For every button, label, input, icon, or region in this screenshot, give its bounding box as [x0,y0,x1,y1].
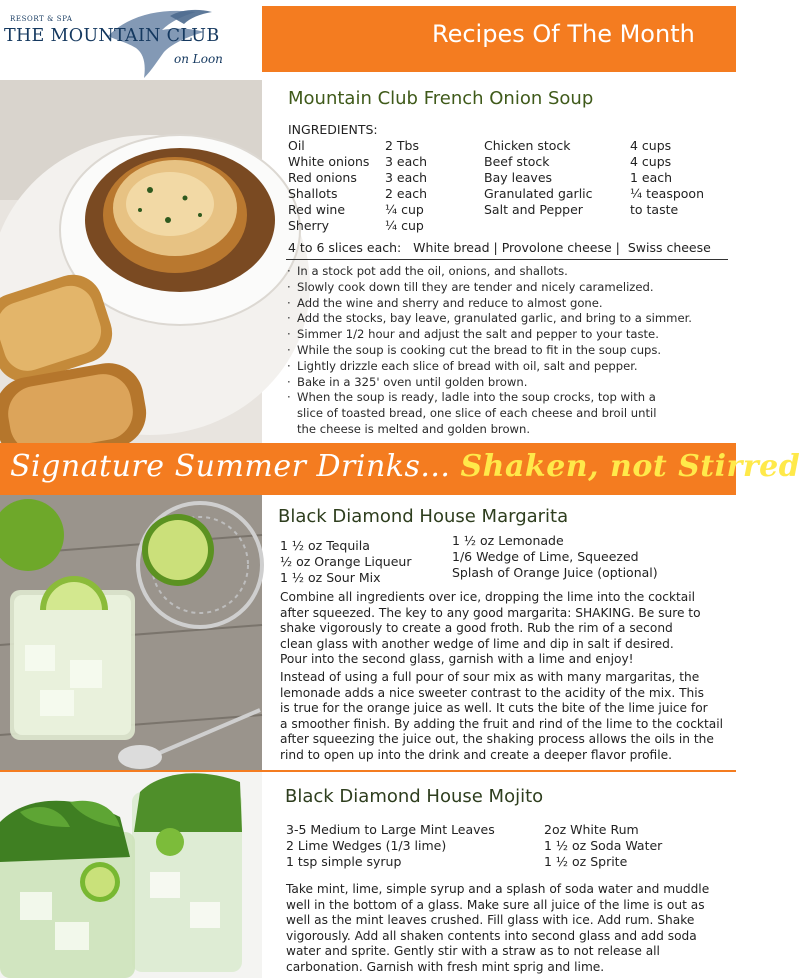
step-item: · When the soup is ready, ladle into the soup crocks, top with a [287,390,656,405]
step-text: Slowly cook down till they are tender and nicely caramelized. [297,279,654,294]
ingredient-qty: 1 each [630,170,673,185]
ingredient-row [484,138,704,154]
paragraph-line: after squeezing the juice out, the shaking process allows the oils in the [280,732,714,747]
logo-name: THE MOUNTAIN CLUB [4,26,220,46]
margarita-title: Black Diamond House Margarita [278,506,569,527]
paragraph-line: vigorously. Add all shaken contents into second glass and add soda [286,928,697,943]
ingredient-qty: 2 Tbs [385,138,420,153]
margarita-ingredients-right [452,533,658,581]
banner-part1: Signature Summer Drinks... [10,449,451,484]
ingredient-qty: 4 cups [630,154,672,169]
ingredient-row: 1/6 Wedge of Lime, Squeezed [452,549,639,564]
step-text: When the soup is ready, ladle into the soup crocks, top with a [297,390,656,405]
paragraph-line: Pour into the second glass, garnish with a lime and enjoy! [280,652,634,667]
soup-ingredients-label: INGREDIENTS: [288,122,378,137]
ingredient-name: White onions [288,154,370,169]
step-item: · Add the wine and sherry and reduce to almost gone. [287,295,603,310]
ingredient-qty: ¼ cup [385,218,424,233]
soup-steps [287,264,727,438]
step-item: · Bake in a 325' oven until golden brown. [287,374,528,389]
step-text: the cheese is melted and golden brown. [297,421,531,436]
soup-title: Mountain Club French Onion Soup [288,88,594,109]
ingredient-row [288,154,427,170]
step-item: · Simmer 1/2 hour and adjust the salt and pepper to your taste. [287,327,659,342]
ingredient-row: 1 ½ oz Soda Water [544,838,663,853]
ingredient-name: Granulated garlic [484,186,593,201]
paragraph-line: well as the mint leaves crushed. Fill glass with ice. Add rum. Shake [286,913,695,928]
ingredient-name: Shallots [288,186,338,201]
margarita-ingredients-left [280,538,411,586]
step-text: Bake in a 325' oven until golden brown. [297,374,528,389]
paragraph-line: water and sprite. Gently stir with a straw as to not release all [286,944,660,959]
ingredient-row [288,138,427,154]
step-item: · In a stock pot add the oil, onions, and shallots. [287,264,568,278]
ingredient-name: Chicken stock [484,138,571,153]
step-text: Simmer 1/2 hour and adjust the salt and pepper to your taste. [297,327,659,342]
margarita-paragraph-1 [280,590,701,668]
ingredient-row: 2oz White Rum [544,822,639,837]
ingredient-name: Salt and Pepper [484,202,583,217]
ingredient-row: 1 tsp simple syrup [286,854,402,869]
mojito-title: Black Diamond House Mojito [285,786,544,807]
step-text: In a stock pot add the oil, onions, and shallots. [297,264,568,278]
logo [4,6,264,76]
margarita-paragraph-2 [280,670,723,764]
ingredient-row: 1 ½ oz Tequila [280,538,370,553]
ingredient-name: Sherry [288,218,330,233]
ingredient-row [484,170,704,186]
step-item: · Add the stocks, bay leave, granulated garlic, and bring to a simmer. [287,311,692,326]
soup-ingredients-left [288,138,427,234]
soup-divider-rule [286,259,728,260]
logo-resort-line: RESORT & SPA [10,15,73,23]
paragraph-line: Combine all ingredients over ice, dropping the lime into the cocktail [280,590,696,604]
paragraph-line: Take mint, lime, simple syrup and a splash of soda water and muddle [286,882,710,896]
step-text: slice of toasted bread, one slice of each cheese and broil until [297,406,657,421]
step-text: Add the wine and sherry and reduce to almost gone. [297,295,603,310]
step-item: · Slowly cook down till they are tender and nicely caramelized. [287,279,654,294]
step-item [287,406,727,422]
logo-sub: on Loon [174,52,223,66]
banner-part2: Shaken, not Stirred [460,449,800,484]
mojito-ingredients-right [544,822,662,870]
ingredient-name: Red wine [288,202,346,217]
ingredient-row [288,202,427,218]
ingredient-row [484,154,704,170]
ingredient-row [288,218,427,234]
ingredient-row: 3-5 Medium to Large Mint Leaves [286,822,495,837]
step-text: While the soup is cooking cut the bread to fit in the soup cups. [297,342,662,357]
ingredient-name: Beef stock [484,154,550,169]
page-title: Recipes Of The Month [432,20,695,48]
ingredient-name: Bay leaves [484,170,553,185]
paragraph-line: clean glass with another wedge of lime and dip in salt if desired. [280,636,674,651]
header [0,0,736,80]
paragraph-line: Instead of using a full pour of sour mix as with many margaritas, the [280,670,700,684]
ingredient-row: Splash of Orange Juice (optional) [452,565,658,580]
ingredient-qty: 2 each [385,186,428,201]
paragraph-line: shake vigorously to create a good froth. Rub the rim of a second [280,621,673,636]
soup-ingredients-right [484,138,704,218]
paragraph-line: lemonade adds a nice sweeter contrast to the acidity of the mix. This [280,685,704,700]
ingredient-row: 1 ½ oz Sprite [544,854,628,869]
ingredient-row [484,186,704,202]
ingredient-name: Oil [288,138,305,153]
paragraph-line: a smoother finish. By adding the fruit and rind of the lime to the cocktail [280,716,723,731]
mojito-paragraph [286,882,709,976]
banner-text [10,449,800,484]
paragraph-line: well in the bottom of a glass. Make sure all juice of the lime is out as [286,897,705,912]
ingredient-row [288,170,427,186]
ingredient-row [484,202,704,218]
ingredient-qty: ¼ teaspoon [630,186,705,201]
step-item: · Lightly drizzle each slice of bread with oil, salt and pepper. [287,358,638,373]
margarita-photo [0,495,262,770]
ingredient-qty: to taste [630,202,679,217]
paragraph-line: after squeezed. The key to any good margarita: SHAKING. Be sure to [280,605,701,620]
paragraph-line: rind to open up into the drink and create a deeper flavor profile. [280,747,672,762]
ingredient-name: Red onions [288,170,357,185]
soup-slices-line: 4 to 6 slices each: White bread | Provolone cheese | Swiss cheese [288,240,711,255]
ingredient-row: 1 ½ oz Lemonade [452,533,564,548]
step-item: · While the soup is cooking cut the bread to fit in the soup cups. [287,342,662,357]
paragraph-line: carbonation. Garnish with fresh mint sprig and lime. [286,959,605,974]
step-text: Lightly drizzle each slice of bread with oil, salt and pepper. [297,358,638,373]
step-item [287,422,727,438]
soup-photo [0,80,262,443]
paragraph-line: is true for the orange juice as well. It cuts the bite of the lime juice for [280,701,708,716]
step-text: Add the stocks, bay leave, granulated garlic, and bring to a simmer. [297,311,692,326]
ingredient-row: 1 ½ oz Sour Mix [280,570,381,585]
ingredient-row [288,186,427,202]
ingredient-qty: ¼ cup [385,202,424,217]
ingredient-row: ½ oz Orange Liqueur [280,554,412,569]
ingredient-qty: 3 each [385,170,428,185]
ingredient-qty: 4 cups [630,138,672,153]
mojito-ingredients-left [286,822,495,870]
mojito-photo [0,772,262,978]
ingredient-qty: 3 each [385,154,428,169]
ingredient-row: 2 Lime Wedges (1/3 lime) [286,838,447,853]
